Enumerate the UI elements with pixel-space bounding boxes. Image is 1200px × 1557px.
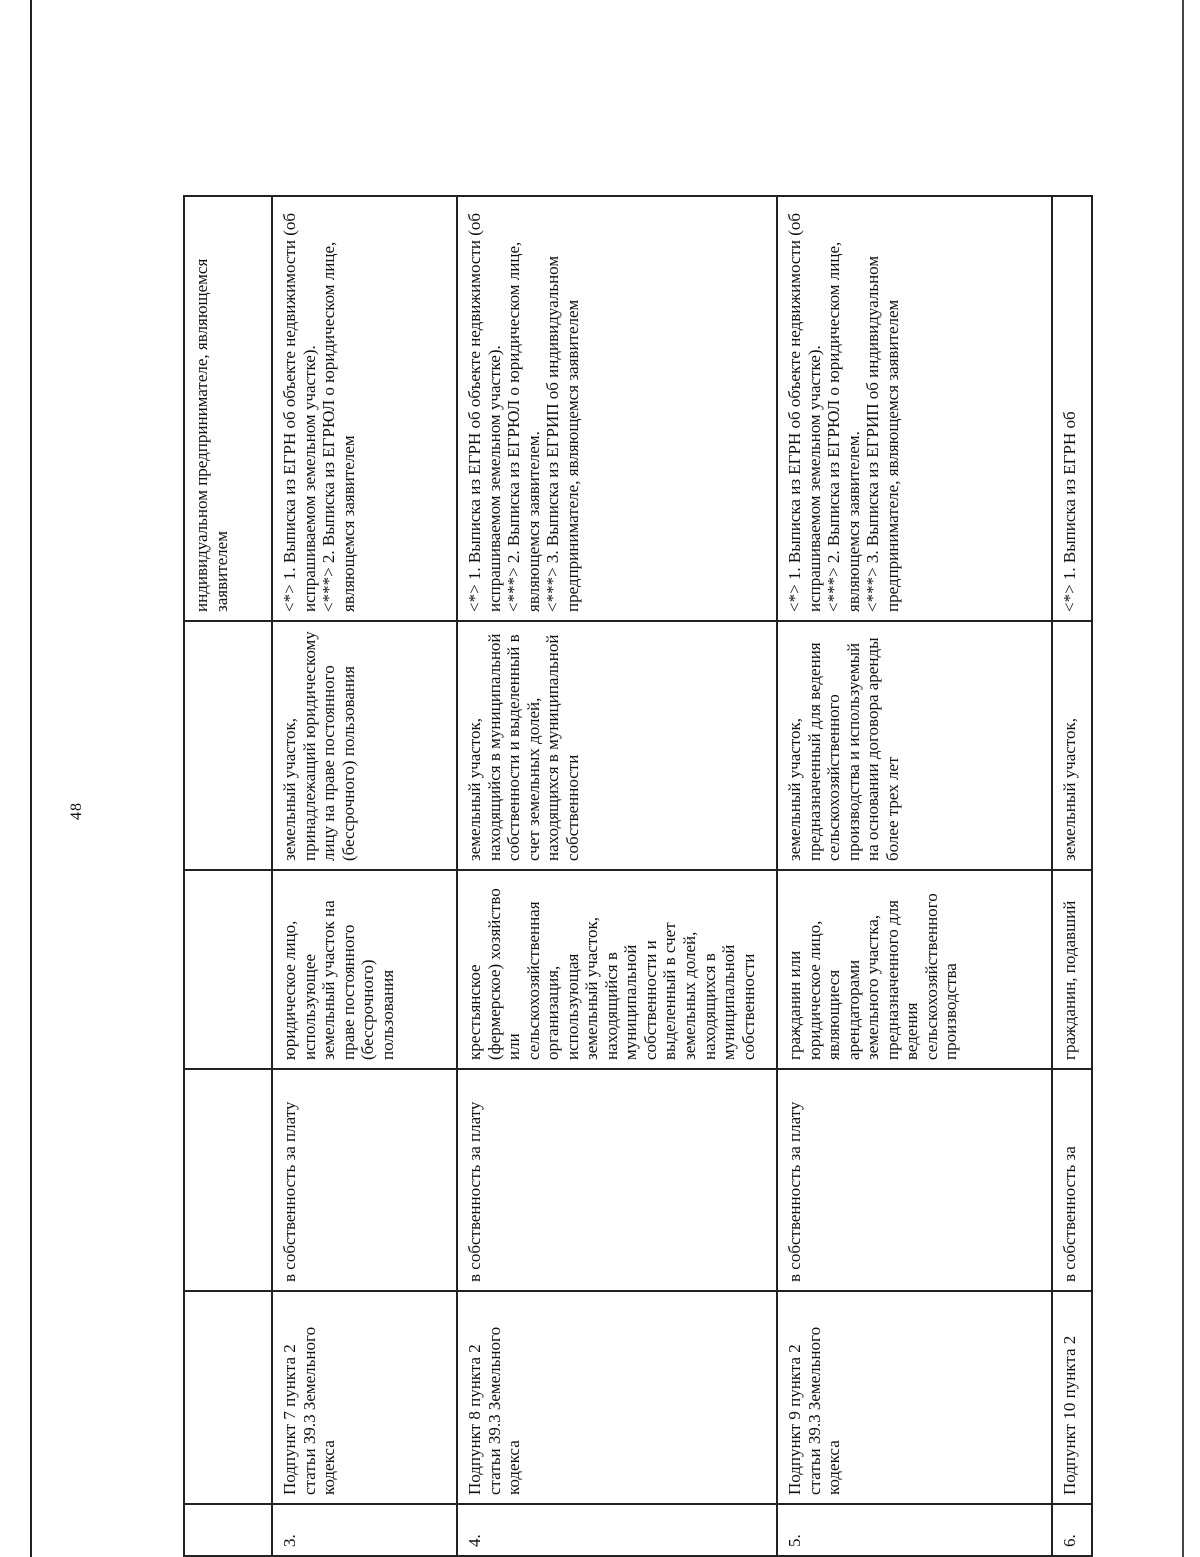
cell-num: 4. [457,1504,777,1556]
cell-applicant: гражданин или юридическое лицо, являющиеся арендаторами земельного участка, предназначенного для ведения сельскохозяйственного производства [777,870,1052,1069]
land-plot-table [183,197,1079,1557]
table-row [1052,196,1092,1556]
doc-line: <***> 3. Выписка из ЕГРИП об индивидуальном предпринимателе, являющемся заявителем [863,255,902,612]
doc-line: <***> 2. Выписка из ЕГРЮЛ о юридическом лице, являющемся заявителем. [824,241,863,612]
documents-table [183,195,1093,1557]
table-row [272,196,457,1556]
cell-type: в собственность за плату [457,1069,777,1291]
cell-num: 6. [1052,1504,1092,1556]
doc-line: <***> 2. Выписка из ЕГРЮЛ о юридическом лице, являющемся заявителем [319,241,358,612]
cell-docs [457,196,777,621]
cell-type: в собственность за [1052,1069,1092,1291]
table-row [457,196,777,1556]
doc-line: <*> 1. Выписка из ЕГРН об [1060,411,1079,612]
cell-plot: земельный участок, [1052,621,1092,870]
cell-type: в собственность за плату [272,1069,457,1291]
cell-docs [272,196,457,621]
cell-type [184,1069,272,1291]
cell-type: в собственность за плату [777,1069,1052,1291]
cell-num [184,1504,272,1556]
page-number: 48 [68,802,85,820]
cell-applicant: юридическое лицо, использующее земельный участок на праве постоянного (бессрочного) пользования [272,870,457,1069]
cell-basis: Подпункт 10 пункта 2 [1052,1291,1092,1504]
doc-line: <*> 1. Выписка из ЕГРН об объекте недвижимости (об испрашиваемом земельном участке). [465,212,504,612]
doc-line: <*> 1. Выписка из ЕГРН об объекте недвижимости (об испрашиваемом земельном участке). [785,212,824,612]
cell-num: 5. [777,1504,1052,1556]
table-row [777,196,1052,1556]
cell-basis [184,1291,272,1504]
cell-docs: индивидуальном предпринимателе, являющемся заявителем [184,196,272,621]
cell-plot [184,621,272,870]
cell-plot: земельный участок, находящийся в муниципальной собственности и выделенный в счет земельных долей, находящихся в муниципальной собственности [457,621,777,870]
table-row-continuation [184,196,272,1556]
cell-docs [1052,196,1092,621]
scan-border-right [1182,0,1184,1557]
cell-num: 3. [272,1504,457,1556]
doc-line: <***> 3. Выписка из ЕГРИП об индивидуальном предпринимателе, являющемся заявителем [543,255,582,612]
cell-basis: Подпункт 7 пункта 2 статьи 39.3 Земельного кодекса [272,1291,457,1504]
scan-border-left [30,0,32,1557]
doc-line: <*> 1. Выписка из ЕГРН об объекте недвижимости (об испрашиваемом земельном участке). [280,212,319,612]
cell-plot: земельный участок, принадлежащий юридическому лицу на праве постоянного (бессрочного) пользования [272,621,457,870]
doc-line: <***> 2. Выписка из ЕГРЮЛ о юридическом лице, являющемся заявителем. [504,241,543,612]
cell-applicant: крестьянское (фермерское) хозяйство или сельскохозяйственная организация, использующая земельный участок, находящийся в муниципальной собственности и выделенный в счет земельных долей, находящихся в муниципальной собственности [457,870,777,1069]
cell-applicant [184,870,272,1069]
cell-applicant: гражданин, подавший [1052,870,1092,1069]
cell-basis: Подпункт 8 пункта 2 статьи 39.3 Земельного кодекса [457,1291,777,1504]
cell-plot: земельный участок, предназначенный для ведения сельскохозяйственного производства и используемый на основании договора аренды более трех лет [777,621,1052,870]
cell-basis: Подпункт 9 пункта 2 статьи 39.3 Земельного кодекса [777,1291,1052,1504]
cell-docs [777,196,1052,621]
